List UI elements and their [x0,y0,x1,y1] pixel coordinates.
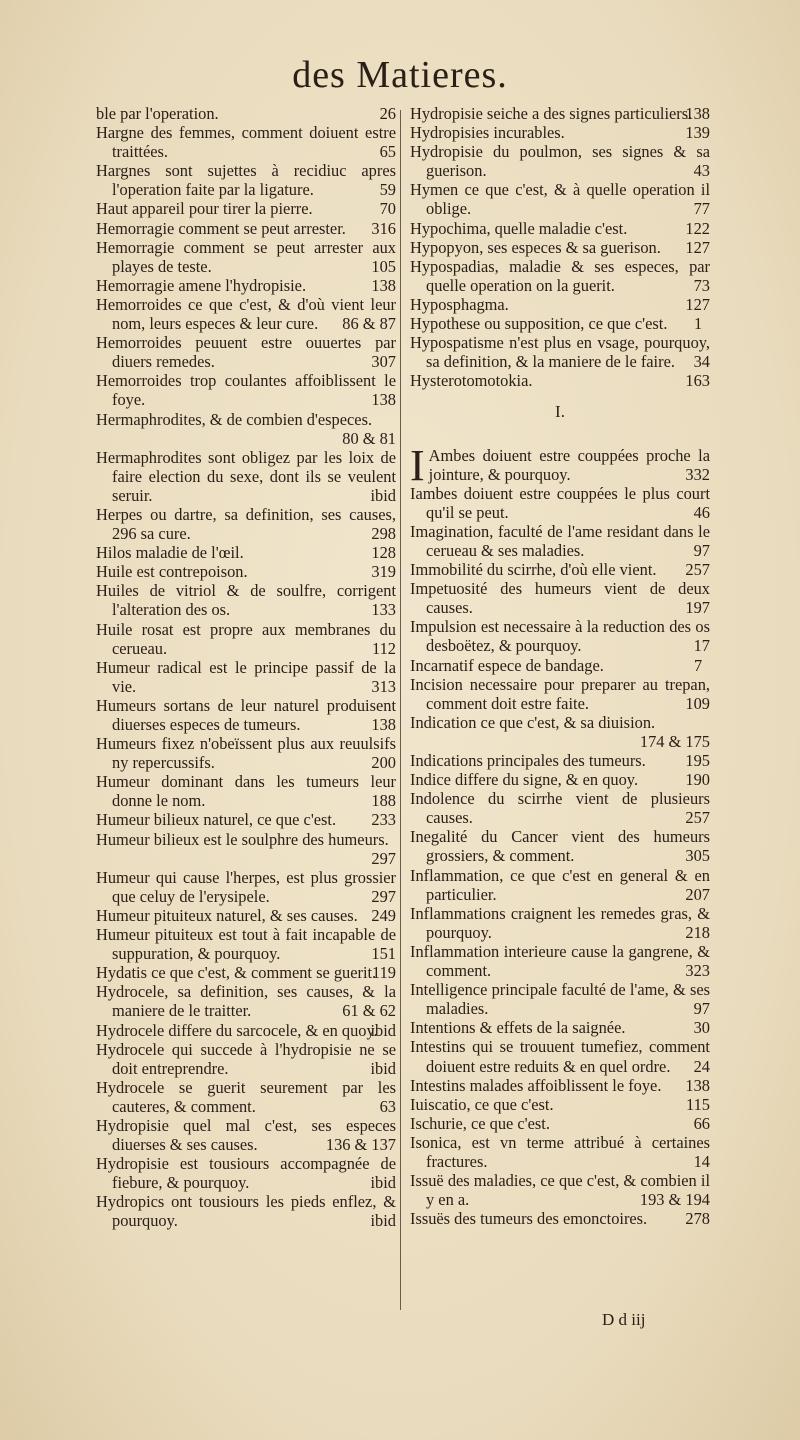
entry-text: Isonica, est vn terme attribué à certaines fractures. [410,1132,710,1171]
page-reference: 34 [693,352,710,372]
page-reference: 112 [372,638,396,658]
page-reference: 14 [693,1151,710,1171]
entry-text: Iambes doiuent estre couppées le plus court qu'il se peut. [410,483,710,522]
entry-text: Hydropisie quel mal c'est, ses especes diuerses & ses causes. [96,1115,396,1155]
index-entry [96,658,396,696]
page-reference: 195 [685,751,710,770]
page-reference: 24 [693,1056,710,1076]
index-entry [410,440,710,490]
page-reference: 151 [371,944,396,964]
page-reference: 77 [693,199,710,219]
entry-text: ble par l'operation. [96,104,219,123]
entry-text: Impulsion est necessaire à la reduction des os desboëtez, & pourquoy. [410,617,710,656]
page-reference: 257 [685,808,710,828]
entry-text: Hypospadias, maladie & ses especes, par quelle operation on la guerit. [410,256,710,295]
index-entry [96,963,396,982]
page-reference: 163 [685,371,710,391]
page-reference: 46 [693,502,710,522]
page-reference: 73 [693,275,710,295]
index-entry [410,123,710,142]
page-reference: 119 [372,963,396,983]
entry-text: Herpes ou dartre, sa definition, ses causes, 296 sa cure. [96,504,396,544]
page-reference: 61 & 62 [342,1001,396,1021]
entry-text: Humeurs fixez n'obeïssent plus aux reuulsifs ny repercussifs. [96,734,396,773]
index-entry [410,980,710,1018]
entry-text: Humeur pituiteux est tout à fait incapable de suppuration, & pourquoy. [96,925,396,964]
entry-text: Hargnes sont sujettes à recidiuc apres l'operation faite par la ligature. [96,161,396,200]
index-entry [96,562,396,581]
page-reference: ibid [370,1173,396,1193]
page-reference: 127 [685,237,710,257]
page-reference: 7 [694,655,703,675]
page-reference: 138 [371,390,396,410]
entry-text: Huiles de vitriol & de soulfre, corrigent l'alteration des os. [96,581,396,620]
index-entry [410,522,710,560]
page-reference: 80 & 81 [342,428,396,448]
page-reference: 138 [371,715,396,734]
index-entry [410,789,710,827]
index-entry [96,1078,396,1116]
entry-text: Intelligence principale faculté de l'ame, & ses maladies. [410,980,710,1019]
page-reference: 133 [371,600,396,620]
entry-text: Issuë des maladies, ce que c'est, & combien il y en a. [410,1171,710,1210]
page-reference: 297 [371,886,396,906]
index-entry [410,560,710,579]
entry-text: Imagination, faculté de l'ame residant dans le cerueau & ses maladies. [410,521,710,560]
page-reference: 278 [685,1209,710,1229]
page-reference: 26 [379,104,396,123]
entry-text: Impetuosité des humeurs vient de deux causes. [410,579,710,618]
page-reference: 138 [371,275,396,295]
index-entry [96,448,396,505]
index-entry [96,371,396,409]
page-reference: 136 & 137 [325,1135,396,1155]
section-letter: I. [555,402,565,422]
right-column [410,104,710,1228]
entry-text: Hydropisie du poulmon, ses signes & sa guerison. [410,142,710,181]
index-entry [96,906,396,925]
entry-text: Indolence du scirrhe vient de plusieurs causes. [410,789,710,828]
index-entry [410,617,710,655]
page-reference: 249 [371,905,396,925]
page-reference: 138 [685,104,710,123]
page-reference: 298 [371,524,396,544]
index-entry [96,868,396,906]
page-reference: ibid [370,1058,396,1078]
index-entry [410,942,710,980]
page-reference: 66 [693,1113,710,1133]
index-entry [96,295,396,333]
entry-text: Iuiscatio, ce que c'est. [410,1094,554,1114]
page-reference: 305 [685,846,710,866]
page-reference: 63 [379,1096,396,1116]
index-entry [96,161,396,199]
column-divider [400,110,401,1310]
index-entry [96,238,396,276]
index-entry [410,238,710,257]
page-reference: ibid [370,1211,396,1231]
index-entry [96,123,396,161]
index-entry [96,276,396,295]
index-entry [410,371,710,390]
index-entry [96,104,396,123]
drop-cap: I [410,440,425,490]
page-reference: 128 [371,543,396,563]
entry-text: Hydrocele differe du sarcocele, & en quoy. [96,1020,378,1040]
entry-text: Hydrocele, sa definition, ses causes, & la maniere de le traitter. [96,982,396,1021]
entry-text: Inflammation interieure cause la gangrene, & comment. [410,941,710,981]
entry-text: Hypothese ou supposition, ce que c'est. [410,314,668,334]
index-entry [96,982,396,1020]
index-entry [410,1095,710,1114]
index-entry [410,1018,710,1037]
entry-text: Intestins malades affoiblissent le foye. [410,1075,662,1095]
entries-h-continued [410,104,710,390]
index-entry [410,751,710,770]
entry-text: Humeur bilieux est le soulphre des humeurs. [96,829,389,849]
index-entry [96,199,396,218]
page-reference: 86 & 87 [342,314,396,334]
index-entry [96,830,396,868]
page-reference: 200 [371,753,396,773]
index-entry [410,675,710,713]
index-entry [96,772,396,810]
page-reference: 316 [371,218,396,238]
entry-text: Immobilité du scirrhe, d'où elle vient. [410,560,657,580]
entry-text: Hymen ce que c'est, & à quelle operation il oblige. [410,180,710,219]
page-reference: 59 [379,180,396,200]
page-reference: 190 [685,770,710,790]
page-reference: 233 [371,810,396,830]
entry-text: Intestins qui se trouuent tumefiez, comment doiuent estre reduits & en quel ordre. [410,1037,710,1076]
entry-text: Hydrocele se guerit seurement par les cauteres, & comment. [96,1077,396,1116]
entry-text: Hemorragie amene l'hydropisie. [96,275,307,295]
entry-text: Hemorragie comment se peut arrester. [96,218,346,238]
page-reference: 174 & 175 [639,731,710,751]
entry-text: Hermaphrodites, & de combien d'especes. [96,409,373,429]
entry-text: Hydatis ce que c'est, & comment se guerit. [96,963,377,983]
entry-text: Hilos maladie de l'œil. [96,543,244,563]
index-entry [410,257,710,295]
page-reference: 332 [685,464,710,484]
page-reference: 297 [371,848,396,868]
index-entry [410,180,710,218]
index-entry [410,142,710,180]
entry-text: Hyposphagma. [410,294,509,314]
index-entry [410,579,710,617]
entry-text: Humeur pituiteux naturel, & ses causes. [96,905,358,925]
index-entry [410,1133,710,1171]
index-entry [410,219,710,238]
index-entry [410,1037,710,1075]
page-reference: 17 [693,636,710,656]
page-reference: ibid [370,1020,396,1040]
entry-text: Indication ce que c'est, & sa diuision. [410,712,656,732]
entry-text: Hemorroides trop coulantes affoiblissent le foye. [96,371,396,410]
page-reference: 188 [371,791,396,811]
entry-text: Hemorroides ce que c'est, & d'où vient leur nom, leurs especes & leur cure. [96,294,396,334]
entry-text: Incarnatif espece de bandage. [410,655,604,675]
index-entry [410,314,710,333]
page-reference: 43 [693,161,710,181]
index-entry [410,1209,710,1228]
page-reference: 127 [685,294,710,314]
page-reference: 30 [693,1018,710,1038]
entry-text: Hypospatisme n'est plus en vsage, pourquoy, sa definition, & la maniere de le faire. [410,333,710,372]
index-entry [96,1154,396,1192]
index-entry [96,810,396,829]
entry-text: Humeur dominant dans les tumeurs leur donne le nom. [96,772,396,811]
entry-text: Humeur radical est le principe passif de la vie. [96,657,396,696]
page-title: des Matieres. [292,54,508,96]
page-reference: 1 [694,314,703,334]
index-entry [96,1192,396,1230]
entry-text: Inflammations craignent les remedes gras, & pourquoy. [410,903,710,942]
index-entry [410,713,710,751]
page-reference: 257 [685,560,710,580]
index-entry [96,505,396,543]
index-entry [410,1076,710,1095]
page-reference: 207 [685,884,710,904]
page-reference: 97 [693,540,710,560]
index-entry [410,866,710,904]
index-entry [410,904,710,942]
index-entry [96,734,396,772]
page-reference: 109 [685,693,710,713]
entry-text: Hypopyon, ses especes & sa guerison. [410,237,661,257]
page-reference: 313 [371,676,396,696]
index-entry [96,333,396,371]
index-entry [96,1021,396,1040]
page-reference: 122 [685,218,710,238]
index-entry [410,295,710,314]
entry-text: Humeur bilieux naturel, ce que c'est. [96,810,337,830]
entry-text: Hemorroides peuuent estre ouuertes par diuers remedes. [96,333,396,372]
entry-text: Indice differe du signe, & en quoy. [410,770,639,790]
entry-text: Hermaphrodites sont obligez par les loix de faire election du sexe, dont ils se veulent seruir. [96,447,396,505]
page-reference: 218 [685,922,710,942]
entry-text: Ambes doiuent estre couppées proche la jointure, & pourquoy. [428,445,710,484]
index-entry [410,333,710,371]
page-reference: 323 [685,961,710,981]
entry-text: Humeur qui cause l'herpes, est plus grossier que celuy de l'erysipele. [96,867,396,906]
index-entry [96,1116,396,1154]
page-reference: 105 [371,256,396,276]
entry-text: Haut appareil pour tirer la pierre. [96,199,313,219]
page-reference: 97 [693,999,710,1019]
page-reference: 319 [371,562,396,582]
page-reference: 193 & 194 [639,1190,710,1210]
entry-text: Hemorragie comment se peut arrester aux playes de teste. [96,237,396,276]
entry-text: Hydropics ont tousiours les pieds enflez, & pourquoy. [96,1192,396,1231]
entry-text: Hydrocele qui succede à l'hydropisie ne se doit entreprendre. [96,1039,396,1078]
entry-text: Hydropisie est tousiours accompagnée de fiebure, & pourquoy. [96,1154,396,1193]
entry-text: Issuës des tumeurs des emonctoires. [410,1209,648,1229]
index-entry [96,696,396,734]
page-reference: 307 [371,352,396,372]
signature-mark: D d iij [602,1310,646,1329]
entry-text: Inegalité du Cancer vient des humeurs grossiers, & comment. [410,827,710,866]
left-column [96,104,396,1231]
entry-text: Humeurs sortans de leur naturel produisent diuerses especes de tumeurs. [96,695,396,734]
page-reference: ibid [370,485,396,505]
entry-text: Hypochima, quelle maladie c'est. [410,218,628,238]
index-entry [410,1171,710,1209]
index-entry [96,219,396,238]
index-entry [96,543,396,562]
entry-text: Hysterotomotokia. [410,371,533,391]
page-reference: 139 [685,123,710,143]
entry-text: Indications principales des tumeurs. [410,751,646,770]
page-reference: 65 [379,142,396,162]
entry-text: Ischurie, ce que c'est. [410,1113,550,1133]
entry-text: Huile rosat est propre aux membranes du cerueau. [96,619,396,658]
entry-text: Incision necessaire pour preparer au trepan, comment doit estre faite. [410,674,710,713]
index-entry [96,410,396,448]
entries-i [410,440,710,1229]
index-entry [96,620,396,658]
page-reference: 115 [686,1094,710,1114]
index-entry [96,925,396,963]
index-entry [410,104,710,123]
index-entry [410,1114,710,1133]
index-entry [96,1040,396,1078]
entry-text: Hydropisie seiche a des signes particuliers. [410,104,693,123]
index-entry [410,656,710,675]
entry-text: Hydropisies incurables. [410,123,565,143]
entry-text: Inflammation, ce que c'est en general & en particulier. [410,865,710,904]
index-entry [410,827,710,865]
index-entry [96,581,396,619]
page-reference: 138 [685,1075,710,1095]
page-reference: 197 [685,598,710,618]
entry-text: Intentions & effets de la saignée. [410,1018,626,1038]
index-entry [410,770,710,789]
entry-text: Hargne des femmes, comment doiuent estre traittées. [96,123,396,162]
entry-text: Huile est contrepoison. [96,562,248,582]
page-reference: 70 [379,199,396,219]
index-entry [410,484,710,522]
